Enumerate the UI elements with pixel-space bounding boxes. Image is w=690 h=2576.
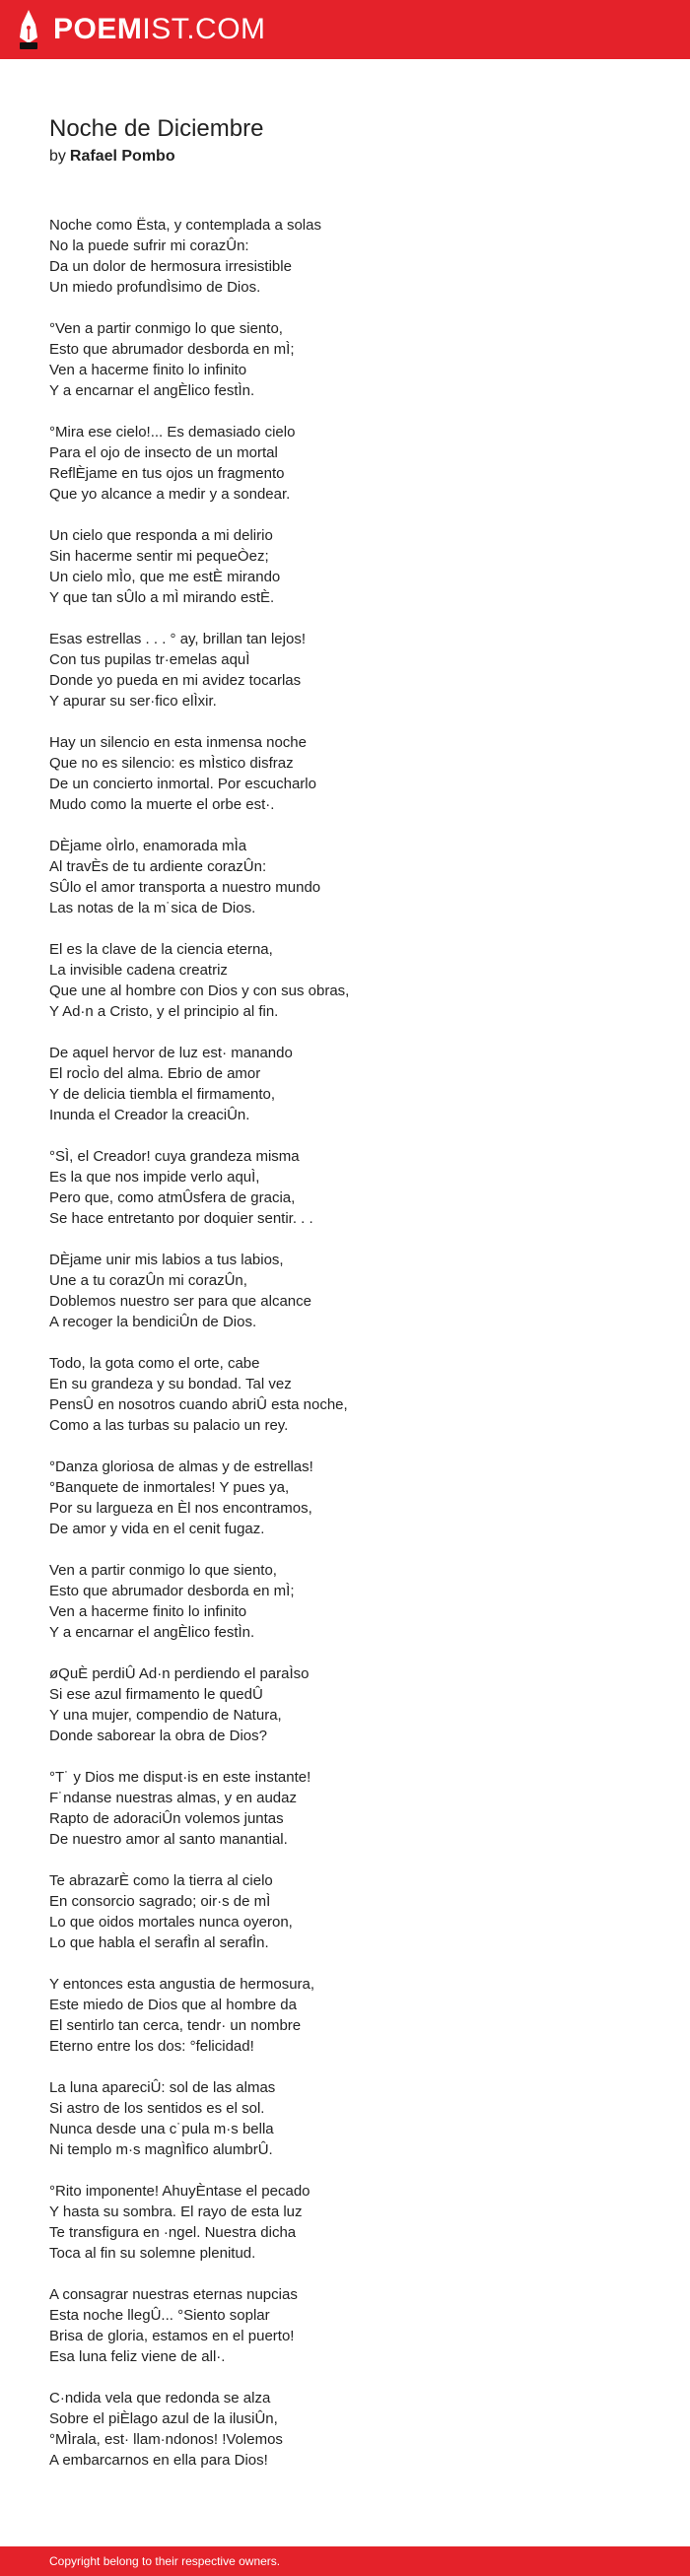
poem-stanza bbox=[49, 1457, 641, 1539]
poem-stanza bbox=[49, 525, 641, 608]
copyright-text: Copyright belong to their respective owners. bbox=[49, 2554, 281, 2568]
poem-line: °Mira ese cielo!... Es demasiado cielo bbox=[49, 424, 296, 441]
poem-line: Esto que abrumador desborda en mÌ; bbox=[49, 1583, 295, 1599]
poem-line: Eterno entre los dos: °felicidad! bbox=[49, 2038, 254, 2055]
poem-line: F˙ndanse nuestras almas, y en audaz bbox=[49, 1790, 297, 1806]
poem-line: Esto que abrumador desborda en mÌ; bbox=[49, 341, 295, 358]
poem-line: Te abrazarÈ como la tierra al cielo bbox=[49, 1872, 273, 1889]
poem-line: Une a tu corazÛn mi corazÛn, bbox=[49, 1272, 247, 1289]
poem-line: Mudo como la muerte el orbe est·. bbox=[49, 796, 275, 813]
poem-stanza bbox=[49, 318, 641, 401]
poem-stanza bbox=[49, 1663, 641, 1746]
poem-line: Ven a hacerme finito lo infinito bbox=[49, 1603, 247, 1620]
poem-stanza bbox=[49, 215, 641, 298]
poem-line: El sentirlo tan cerca, tendr· un nombre bbox=[49, 2017, 302, 2034]
poem-line: A embarcarnos en ella para Dios! bbox=[49, 2452, 268, 2469]
poem-line: Este miedo de Dios que al hombre da bbox=[49, 1997, 297, 2013]
poem-line: Todo, la gota como el orte, cabe bbox=[49, 1355, 260, 1372]
poem-stanza bbox=[49, 732, 641, 815]
poem-line: Donde saborear la obra de Dios? bbox=[49, 1728, 267, 1744]
poem-stanza bbox=[49, 939, 641, 1022]
poem-line: Y entonces esta angustia de hermosura, bbox=[49, 1976, 315, 1993]
poem-line: °Danza gloriosa de almas y de estrellas! bbox=[49, 1458, 313, 1475]
poem-line: °SÌ, el Creador! cuya grandeza misma bbox=[49, 1148, 300, 1165]
poem-line: Y hasta su sombra. El rayo de esta luz bbox=[49, 2203, 303, 2220]
poem-stanza bbox=[49, 1353, 641, 1436]
poem-line: Lo que habla el serafÌn al serafÌn. bbox=[49, 1934, 269, 1951]
poem-stanza bbox=[49, 2388, 641, 2471]
poem-line: Y apurar su ser·fico elÌxir. bbox=[49, 693, 217, 710]
poem-title: Noche de Diciembre bbox=[49, 115, 264, 142]
site-footer bbox=[0, 2546, 690, 2576]
poem-line: Ven a partir conmigo lo que siento, bbox=[49, 1562, 277, 1579]
poem-line: Por su largueza en Èl nos encontramos, bbox=[49, 1500, 312, 1517]
poem-stanza bbox=[49, 1043, 641, 1125]
poem-line: Esa luna feliz viene de all·. bbox=[49, 2348, 226, 2365]
poem-line: Al travÈs de tu ardiente corazÛn: bbox=[49, 858, 267, 875]
poem-line: Las notas de la m˙sica de Dios. bbox=[49, 900, 256, 916]
poem-line: No la puede sufrir mi corazÛn: bbox=[49, 237, 249, 254]
poem-line: Con tus pupilas tr·emelas aquÌ bbox=[49, 651, 250, 668]
poem-line: Hay un silencio en esta inmensa noche bbox=[49, 734, 307, 751]
poem-line: De aquel hervor de luz est· manando bbox=[49, 1045, 293, 1061]
site-header bbox=[0, 0, 690, 59]
poem-line: En consorcio sagrado; oir·s de mÌ bbox=[49, 1893, 271, 1910]
poem-line: Ven a hacerme finito lo infinito bbox=[49, 362, 247, 378]
poem-line: Sin hacerme sentir mi pequeÒez; bbox=[49, 548, 269, 565]
poem-line: A consagrar nuestras eternas nupcias bbox=[49, 2286, 298, 2303]
poem-line: Para el ojo de insecto de un mortal bbox=[49, 444, 278, 461]
site-logo-text bbox=[53, 9, 266, 50]
poem-line: Esta noche llegÛ... °Siento soplar bbox=[49, 2307, 270, 2324]
poem-line: Inunda el Creador la creaciÛn. bbox=[49, 1107, 250, 1123]
poem-line: De amor y vida en el cenit fugaz. bbox=[49, 1521, 265, 1537]
poem-line: De nuestro amor al santo manantial. bbox=[49, 1831, 288, 1848]
pen-nib-icon bbox=[18, 9, 39, 50]
poem-line: Un cielo mÌo, que me estÈ mirando bbox=[49, 569, 281, 585]
poem-line: °Banquete de inmortales! Y pues ya, bbox=[49, 1479, 290, 1496]
poem-line: ReflÈjame en tus ojos un fragmento bbox=[49, 465, 285, 482]
poem-line: Como a las turbas su palacio un rey. bbox=[49, 1417, 289, 1434]
poem-line: Doblemos nuestro ser para que alcance bbox=[49, 1293, 311, 1310]
poem-line: Un cielo que responda a mi delirio bbox=[49, 527, 273, 544]
by-label: by bbox=[49, 148, 66, 165]
poem-line: Y Ad·n a Cristo, y el principio al fin. bbox=[49, 1003, 279, 1020]
poem-line: Da un dolor de hermosura irresistible bbox=[49, 258, 292, 275]
poem-line: C·ndida vela que redonda se alza bbox=[49, 2390, 271, 2407]
poem-stanza bbox=[49, 1974, 641, 2057]
poem-line: La invisible cadena creatriz bbox=[49, 962, 228, 979]
poem-line: øQuÈ perdiÛ Ad·n perdiendo el paraÌso bbox=[49, 1665, 310, 1682]
poem-line: Y que tan sÛlo a mÌ mirando estÈ. bbox=[49, 589, 275, 606]
poem-stanza bbox=[49, 2077, 641, 2160]
poem-line: °Rito imponente! AhuyÈntase el pecado bbox=[49, 2183, 310, 2200]
poem-line: SÛlo el amor transporta a nuestro mundo bbox=[49, 879, 321, 896]
poem-line: Se hace entretanto por doquier sentir. . . bbox=[49, 1210, 313, 1227]
poem-stanza bbox=[49, 836, 641, 918]
poem-line: Si astro de los sentidos es el sol. bbox=[49, 2100, 265, 2117]
poem-line: PensÛ en nosotros cuando abriÛ esta noche, bbox=[49, 1396, 348, 1413]
poem-line: Que une al hombre con Dios y con sus obras, bbox=[49, 983, 350, 999]
poem-stanza bbox=[49, 422, 641, 505]
logo-text-light: IST.COM bbox=[142, 13, 266, 45]
poem-body bbox=[49, 215, 641, 2491]
poem-line: Que no es silencio: es mÌstico disfraz bbox=[49, 755, 294, 772]
poem-stanza bbox=[49, 1767, 641, 1850]
poem-line: Sobre el piÈlago azul de la ilusiÛn, bbox=[49, 2410, 278, 2427]
poem-line: DÈjame oÌrlo, enamorada mÌa bbox=[49, 838, 247, 854]
poem-line: A recoger la bendiciÛn de Dios. bbox=[49, 1314, 257, 1330]
poem-stanza bbox=[49, 1870, 641, 1953]
poem-line: Y a encarnar el angÈlico festÌn. bbox=[49, 1624, 255, 1641]
poem-line: El es la clave de la ciencia eterna, bbox=[49, 941, 273, 958]
poem-line: Lo que oidos mortales nunca oyeron, bbox=[49, 1914, 293, 1931]
poem-line: Ni templo m·s magnÌfico alumbrÛ. bbox=[49, 2141, 273, 2158]
poem-line: Te transfigura en ·ngel. Nuestra dicha bbox=[49, 2224, 297, 2241]
poem-line: Nunca desde una c˙pula m·s bella bbox=[49, 2121, 274, 2137]
poem-line: Y de delicia tiembla el firmamento, bbox=[49, 1086, 275, 1103]
poem-line: La luna apareciÛ: sol de las almas bbox=[49, 2079, 276, 2096]
poem-line: Un miedo profundÌsimo de Dios. bbox=[49, 279, 261, 296]
poem-line: °Ven a partir conmigo lo que siento, bbox=[49, 320, 283, 337]
poem-line: Y una mujer, compendio de Natura, bbox=[49, 1707, 282, 1724]
poem-author: Rafael Pombo bbox=[69, 148, 175, 165]
poem-line: Pero que, como atmÛsfera de gracia, bbox=[49, 1189, 296, 1206]
poem-byline bbox=[49, 146, 175, 168]
poem-line: Es la que nos impide verlo aquÌ, bbox=[49, 1169, 260, 1186]
poem-line: Rapto de adoraciÛn volemos juntas bbox=[49, 1810, 284, 1827]
logo-text-strong: POEM bbox=[53, 13, 143, 45]
site-logo-link[interactable] bbox=[18, 9, 266, 50]
poem-line: Que yo alcance a medir y a sondear. bbox=[49, 486, 291, 503]
poem-stanza bbox=[49, 1250, 641, 1332]
poem-line: Si ese azul firmamento le quedÛ bbox=[49, 1686, 263, 1703]
poem-line: Noche como Ësta, y contemplada a solas bbox=[49, 217, 321, 234]
poem-line: Esas estrellas . . . ° ay, brillan tan lejos! bbox=[49, 631, 306, 647]
poem-line: Y a encarnar el angÈlico festÌn. bbox=[49, 382, 255, 399]
poem-stanza bbox=[49, 1560, 641, 1643]
poem-stanza bbox=[49, 629, 641, 712]
poem-line: °T˙ y Dios me disput·is en este instante! bbox=[49, 1769, 311, 1786]
poem-line: °MÌrala, est· llam·ndonos! !Volemos bbox=[49, 2431, 283, 2448]
poem-line: DÈjame unir mis labios a tus labios, bbox=[49, 1252, 284, 1268]
poem-line: Brisa de gloria, estamos en el puerto! bbox=[49, 2328, 295, 2344]
poem-stanza bbox=[49, 2181, 641, 2264]
poem-line: El rocÌo del alma. Ebrio de amor bbox=[49, 1065, 261, 1082]
poem-line: Donde yo pueda en mi avidez tocarlas bbox=[49, 672, 302, 689]
poem-line: Toca al fin su solemne plenitud. bbox=[49, 2245, 256, 2262]
poem-line: En su grandeza y su bondad. Tal vez bbox=[49, 1376, 292, 1392]
poem-line: De un concierto inmortal. Por escucharlo bbox=[49, 776, 316, 792]
poem-stanza bbox=[49, 2284, 641, 2367]
poem-stanza bbox=[49, 1146, 641, 1229]
